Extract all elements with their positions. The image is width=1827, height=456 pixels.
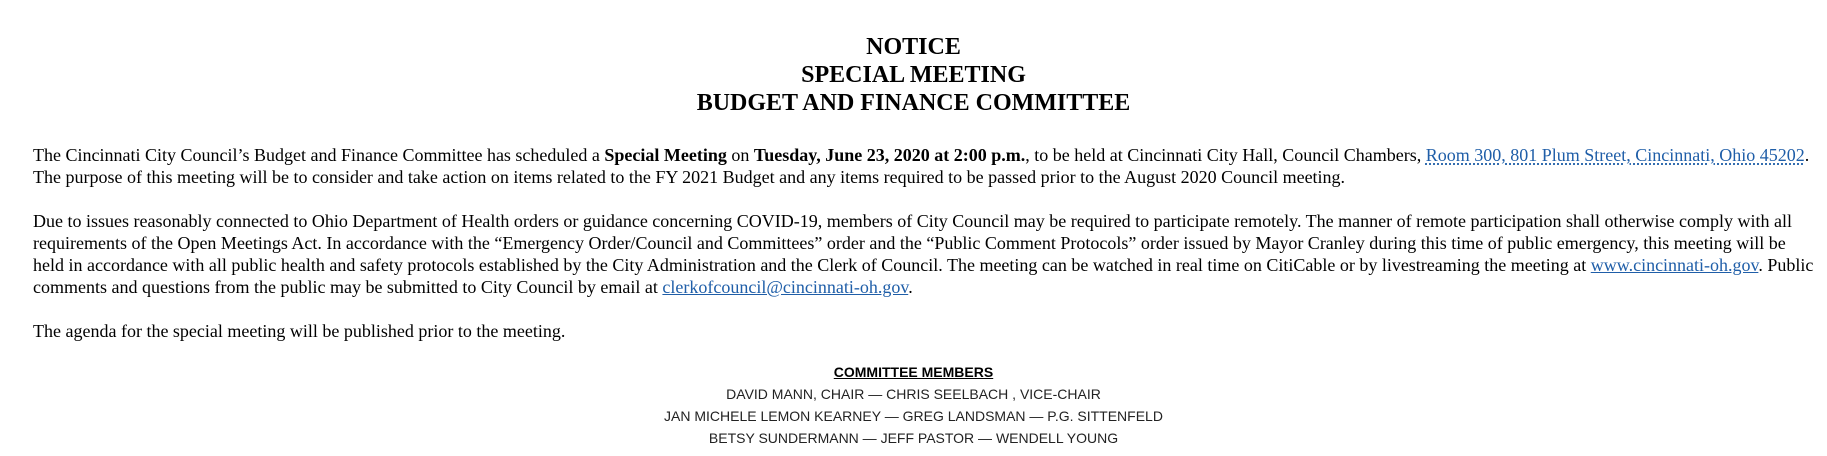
committee-heading: BUDGET AND FINANCE COMMITTEE <box>696 90 1131 116</box>
committee-members-block <box>0 361 1827 449</box>
committee-members-line-1: DAVID MANN, CHAIR — CHRIS SEELBACH , VICE-CHAIR <box>726 386 1101 402</box>
special-meeting-heading: SPECIAL MEETING <box>801 62 1026 88</box>
notice-heading: NOTICE <box>866 34 961 60</box>
para1-text-3: , to be held at Cincinnati City Hall, Council Chambers, <box>1025 145 1426 165</box>
committee-members-line-2: JAN MICHELE LEMON KEARNEY — GREG LANDSMAN — P.G. SITTENFELD <box>664 408 1163 424</box>
notice-title-block <box>0 33 1827 117</box>
meeting-date-bold: Tuesday, June 23, 2020 at 2:00 p.m. <box>753 145 1026 165</box>
special-meeting-bold: Special Meeting <box>604 145 727 165</box>
para2-text-3: . <box>908 277 913 297</box>
committee-members-heading: COMMITTEE MEMBERS <box>833 364 994 380</box>
para2-text-1: Due to issues reasonably connected to Ohio Department of Health orders or guidance concerning COVID-19, members of City Council may be required to participate remotely. The manner of remote participation shall otherwise comply with all requirements of the Open Meetings Act. In accordance with the “Emergency Order/Council and Committees” order and the “Public Comment Protocols” order issued by Mayor Cranley during this time of public emergency, this meeting will be held in accordance with all public health and safety protocols established by the City Administration and the Clerk of Council. The meeting can be watched in real time on CitiCable or by livestreaming the meeting at <box>33 211 1792 275</box>
committee-members-line-3: BETSY SUNDERMANN — JEFF PASTOR — WENDELL YOUNG <box>708 430 1119 446</box>
agenda-paragraph: The agenda for the special meeting will be published prior to the meeting. <box>33 321 566 341</box>
email-link[interactable]: clerkofcouncil@cincinnati-oh.gov <box>662 277 909 297</box>
website-link[interactable]: www.cincinnati-oh.gov <box>1590 255 1759 275</box>
address-link[interactable]: Room 300, 801 Plum Street, Cincinnati, Ohio 45202 <box>1425 145 1805 165</box>
para1-text-2: on <box>726 145 754 165</box>
covid-remote-paragraph <box>33 210 1818 298</box>
para1-text-1: The Cincinnati City Council’s Budget and Finance Committee has scheduled a <box>33 145 605 165</box>
para1-text-4: . The purpose of this meeting will be to consider and take action on items related to the FY 2021 Budget and any items required to be passed prior to the August 2020 Council meeting. <box>33 145 1810 187</box>
para2-text-2: . Public comments and questions from the public may be submitted to City Council by email at <box>33 255 1814 297</box>
meeting-details-paragraph <box>33 144 1818 188</box>
